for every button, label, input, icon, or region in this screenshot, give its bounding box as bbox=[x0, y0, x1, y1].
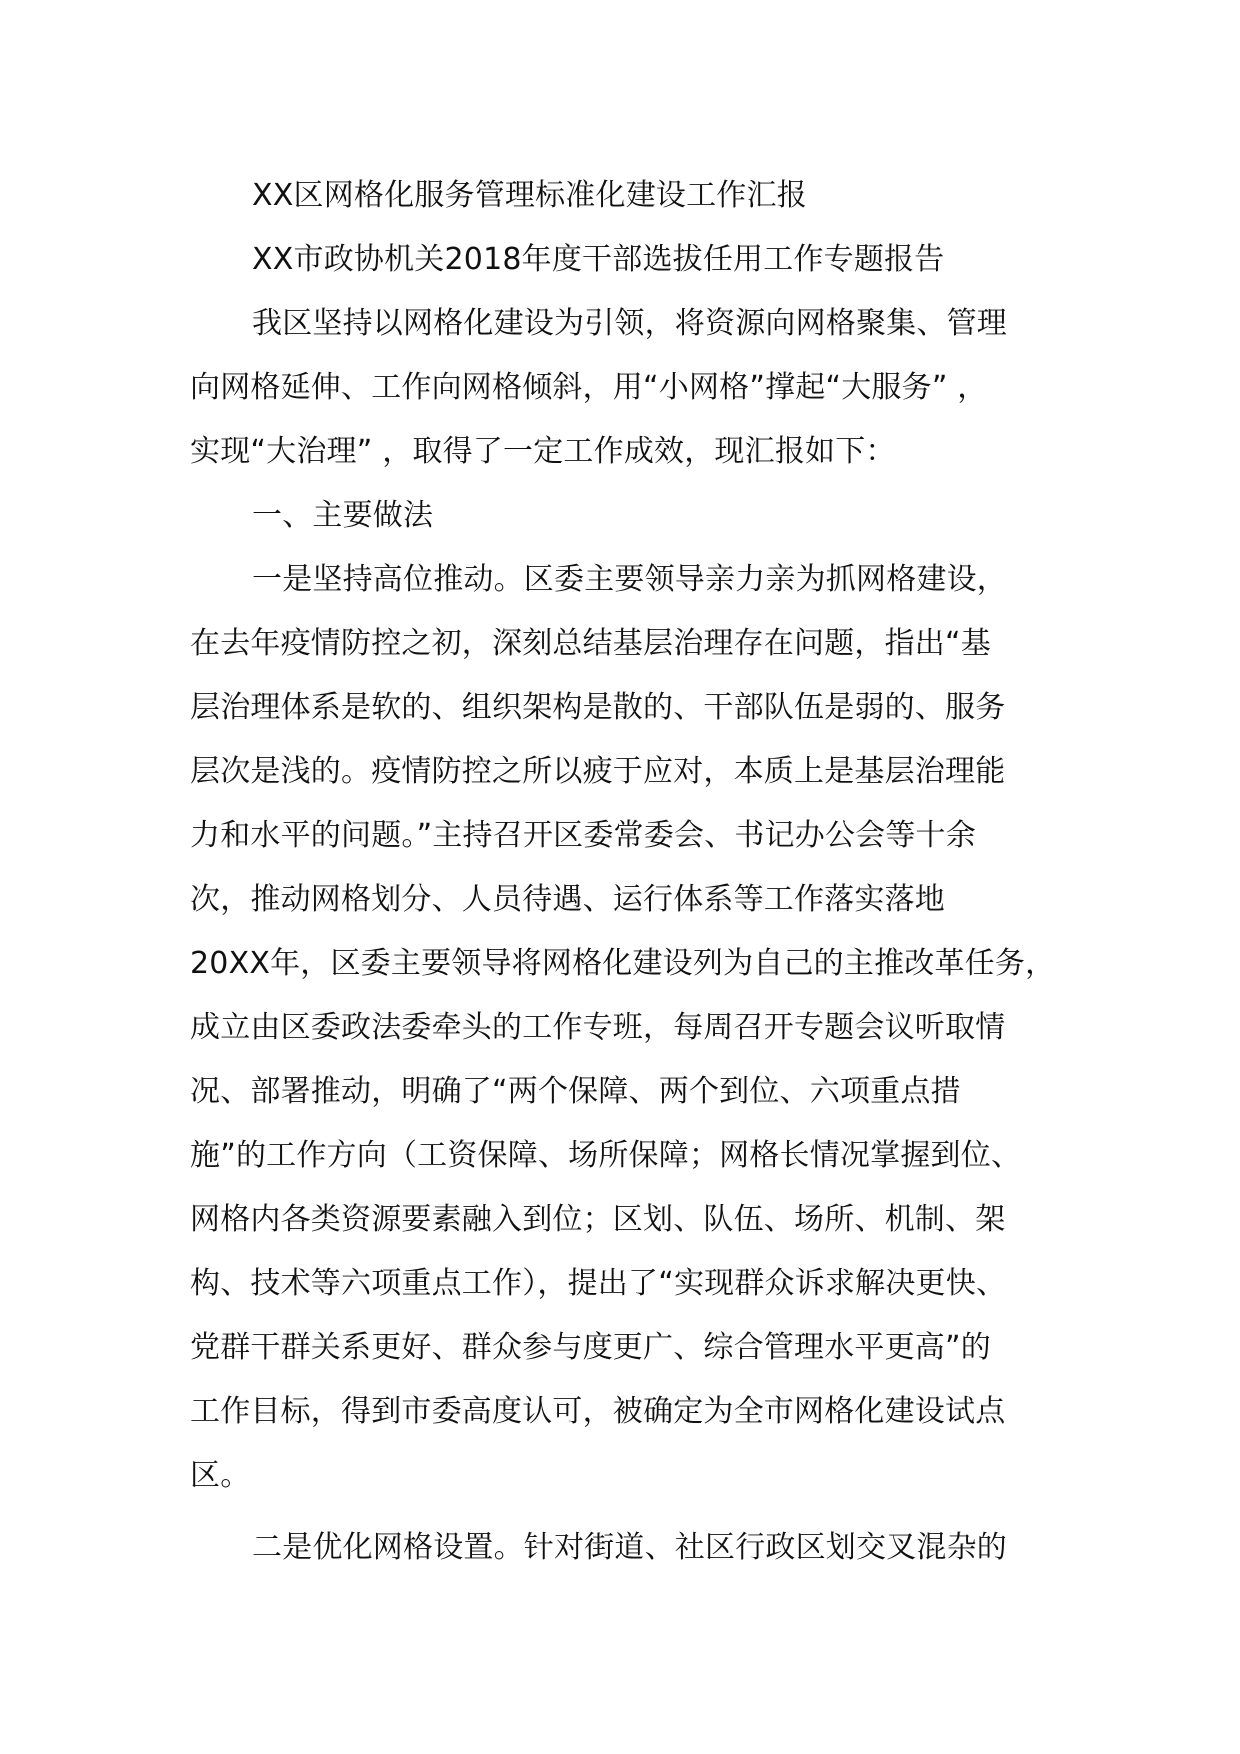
paragraph-line: 施”的工作方向（工资保障、场所保障；网格长情况掌握到位、 bbox=[190, 1138, 1022, 1173]
paragraph-line: 成立由区委政法委牵头的工作专班，每周召开专题会议听取情 bbox=[190, 1010, 1006, 1045]
paragraph-line: 构、技术等六项重点工作），提出了“实现群众诉求解决更快、 bbox=[190, 1266, 1007, 1301]
paragraph-line: 工作目标，得到市委高度认可，被确定为全市网格化建设试点 bbox=[190, 1394, 1006, 1429]
section-heading: 一、主要做法 bbox=[252, 498, 434, 533]
paragraph-line: 况、部署推动，明确了“两个保障、两个到位、六项重点措 bbox=[190, 1074, 961, 1109]
paragraph-line: 次，推动网格划分、人员待遇、运行体系等工作落实落地 bbox=[190, 882, 945, 917]
paragraph-line: 20XX年，区委主要领导将网格化建设列为自己的主推改革任务， bbox=[190, 946, 1056, 981]
paragraph-line: 党群干群关系更好、群众参与度更广、综合管理水平更高”的 bbox=[190, 1330, 991, 1365]
paragraph-line: 向网格延伸、工作向网格倾斜，用“小网格”撑起“大服务” ， bbox=[190, 370, 988, 405]
paragraph-line: 我区坚持以网格化建设为引领，将资源向网格聚集、管理 bbox=[252, 306, 1007, 341]
paragraph-line: 层治理体系是软的、组织架构是散的、干部队伍是弱的、服务 bbox=[190, 690, 1006, 725]
paragraph-line: 层次是浅的。疫情防控之所以疲于应对，本质上是基层治理能 bbox=[190, 754, 1006, 789]
paragraph-line: 力和水平的问题。”主持召开区委常委会、书记办公会等十余 bbox=[190, 818, 976, 853]
paragraph-line: 网格内各类资源要素融入到位；区划、队伍、场所、机制、架 bbox=[190, 1202, 1006, 1237]
paragraph-line: 区。 bbox=[190, 1458, 251, 1493]
document-title: XX区网格化服务管理标准化建设工作汇报 bbox=[252, 178, 807, 213]
document-subtitle: XX市政协机关2018年度干部选拔任用工作专题报告 bbox=[252, 242, 945, 277]
paragraph-line: 二是优化网格设置。针对街道、社区行政区划交叉混杂的 bbox=[252, 1530, 1007, 1565]
paragraph-line: 一是坚持高位推动。区委主要领导亲力亲为抓网格建设， bbox=[252, 562, 1007, 597]
paragraph-line: 在去年疫情防控之初，深刻总结基层治理存在问题，指出“基 bbox=[190, 626, 991, 661]
paragraph-line: 实现“大治理” ，取得了一定工作成效，现汇报如下： bbox=[190, 434, 896, 469]
